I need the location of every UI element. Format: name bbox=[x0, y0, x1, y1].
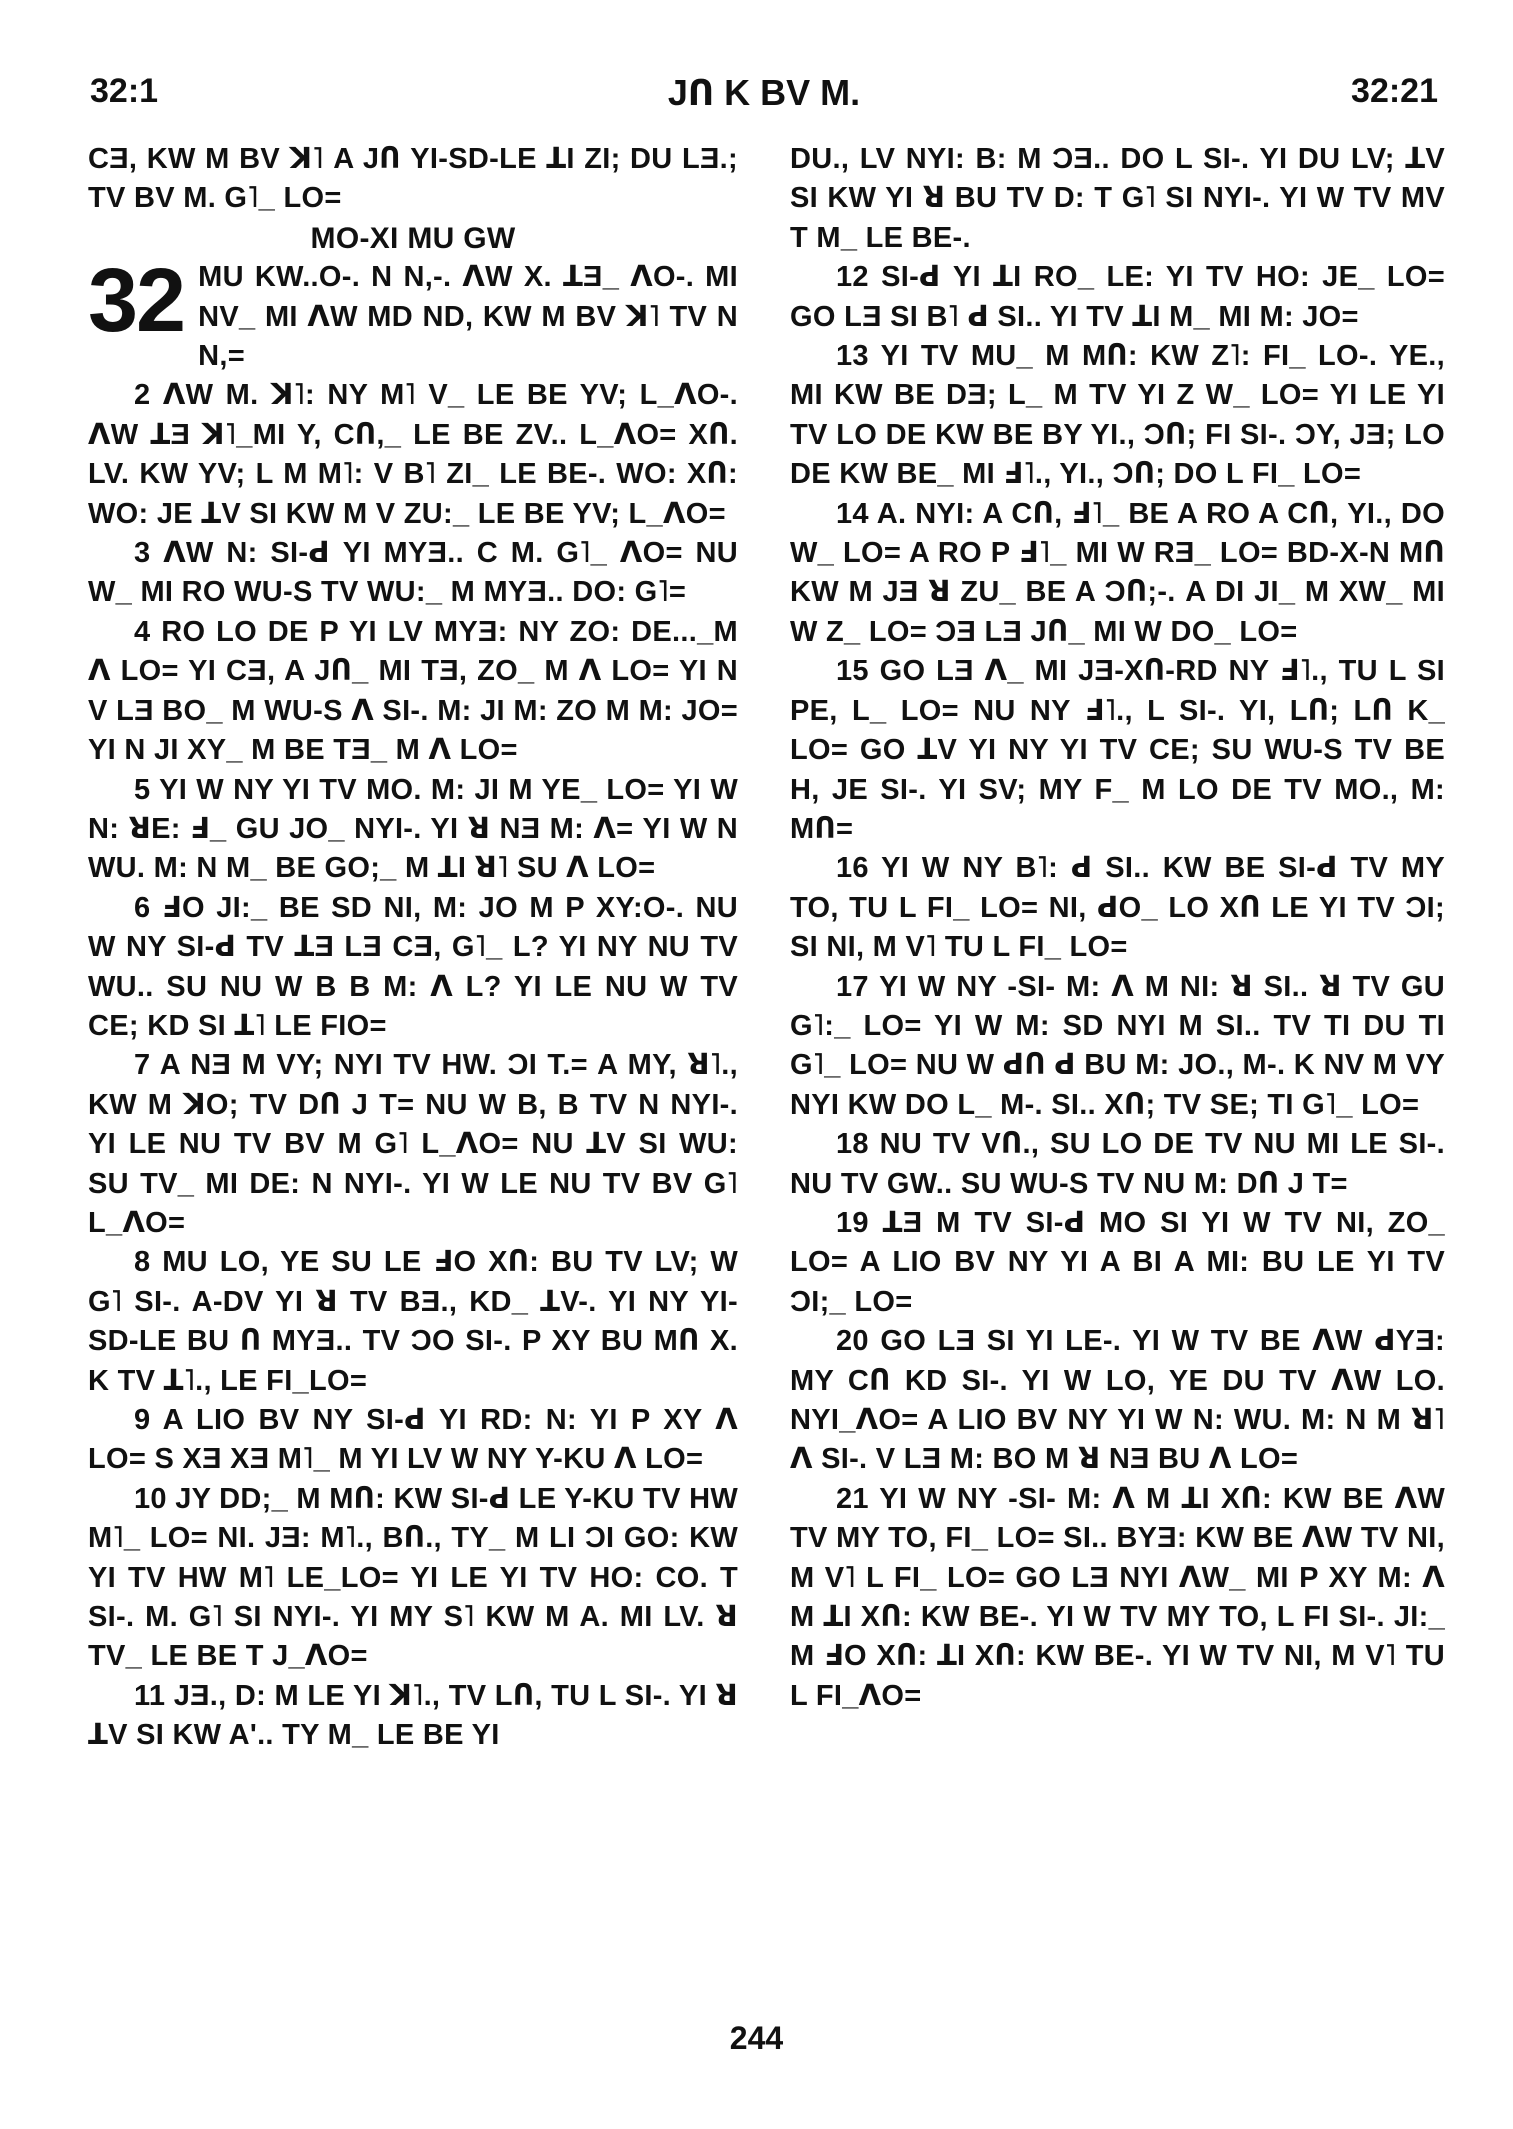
verse-paragraph bbox=[88, 1480, 738, 1677]
verse-paragraph bbox=[790, 1125, 1445, 1204]
verse-paragraph bbox=[88, 613, 738, 771]
verse-number: 20 bbox=[836, 1325, 881, 1358]
verse-text: YI W NY YI TV MO. M: JI M YE_ LO= YI W N: ꓤE: Ⅎ_ GU JO_ NYI-. YI ꓤ NƎ M: ꓥ= YI W N WU. M: N M_ BE GO;_ M ꓕI ꓤ˥ SU ꓥ LO= bbox=[88, 773, 738, 885]
previous-chapter-ending: CƎ, KW M BV ꓘ˥ A JՈ YI-SD-LE ꓕI ZI; DU LƎ.; TV BV M. G˥_ LO= bbox=[88, 143, 738, 215]
verse-text: JY DD;_ M MՈ: KW SI-ꓒ LE Y-KU TV HW M˥_ LO= NI. JƎ: M˥., BՈ., TY_ M LI ƆI GO: KW YI TV HW M˥ LE_LO= YI LE YI TV HO: CO. T SI-. M. G˥ SI NYI-. YI MY S˥ KW M A. MI LV. ꓤ TV_ LE BE T J_ꓥO= bbox=[88, 1482, 738, 1673]
verse-paragraph bbox=[790, 1204, 1445, 1322]
verse-text: NU TV VՈ., SU LO DE TV NU MI LE SI-. NU TV GW.. SU WU-S TV NU M: DՈ J T= bbox=[790, 1128, 1445, 1200]
verse-number: 5 bbox=[134, 773, 160, 806]
chapter-opening bbox=[88, 251, 738, 376]
running-header bbox=[90, 72, 1438, 118]
verse-text: JƎ., D: M LE YI ꓘ˥., TV LՈ, TU L SI-. YI ꓤ ꓕV SI KW A'.. TY M_ LE BE YI bbox=[88, 1679, 738, 1752]
verse-text: YI W NY -SI- M: ꓥ M NI: ꓤ SI.. ꓤ TV GU G˥:_ LO= YI W M: SD NYI M SI.. TV TI DU TI G˥_ LO= NU W ꓒՈ ꓒ BU M: JO., M-. K NV M VY NYI KW DO L_ M-. SI.. XՈ; TV SE; TI G˥_ LO= bbox=[790, 970, 1445, 1121]
verse-text: A LIO BV NY SI-ꓒ YI RD: N: YI P XY ꓥ LO= S XƎ XƎ M˥_ M YI LV W NY Y-KU ꓥ LO= bbox=[88, 1404, 739, 1476]
verse-number: 19 bbox=[836, 1206, 883, 1239]
verse-paragraph bbox=[88, 534, 738, 613]
verse-text: RO LO DE P YI LV MYƎ: NY ZO: DE..._M ꓥ LO= YI CƎ, A JՈ_ MI TƎ, ZO_ M ꓥ LO= YI N V LƎ BO_ M WU-S ꓥ SI-. M: JI M: ZO M M: JO= YI N JI XY_ M BE TƎ_ M ꓥ LO= bbox=[88, 615, 738, 767]
section-heading: MO-XI MU GW bbox=[310, 221, 516, 255]
verse-number: 14 bbox=[836, 497, 877, 530]
page-number: 244 bbox=[729, 2020, 784, 2056]
verse-paragraph bbox=[790, 1480, 1445, 1716]
verse-paragraph bbox=[88, 1401, 738, 1480]
verse-text: SI-ꓒ YI ꓕI RO_ LE: YI TV HO: JE_ LO= GO LƎ SI B˥ ꓒ SI.. YI TV ꓕI M_ MI M: JO= bbox=[790, 261, 1446, 333]
verse-number: 13 bbox=[836, 340, 881, 373]
verse-text: GO LƎ SI YI LE-. YI W TV BE ꓥW ꓒYƎ: MY CՈ KD SI-. YI W LO, YE DU TV ꓥW LO. NYI_ꓥO= A LIO BV NY YI W N: WU. M: N M ꓤ˥ ꓥ SI-. V LƎ M: BO M ꓤ NƎ BU ꓥ LO= bbox=[790, 1325, 1446, 1476]
verse-number: 21 bbox=[836, 1482, 880, 1515]
verse-1: MU KW..O-. N N,-. ꓥW X. ꓕƎ_ ꓥO-. MI NV_ MI ꓥW MD ND, KW M BV ꓘ˥ TV N N,= bbox=[198, 261, 738, 373]
verse-text: MU LO, YE SU LE ℲO XՈ: BU TV LV; W G˥ SI-. A-DV YI ꓤ TV BƎ., KD_ ꓕV-. YI NY YI-SD-LE BU Ո MYƎ.. TV ƆO SI-. P XY BU MՈ X. K TV ꓕ˥., LE FI_LO= bbox=[88, 1246, 738, 1397]
verse-paragraph bbox=[790, 652, 1445, 849]
chapter-number: 32 bbox=[88, 251, 185, 352]
verse-number: 4 bbox=[134, 615, 162, 648]
left-verse-list bbox=[88, 376, 738, 1755]
verse-number: 8 bbox=[134, 1246, 163, 1279]
book-title: JՈ K BV M. bbox=[667, 72, 861, 113]
verse-number: 11 bbox=[134, 1679, 174, 1712]
verse-text: ꓕƎ M TV SI-ꓒ MO SI YI W TV NI, ZO_ LO= A LIO BV NY YI A BI A MI: BU LE YI TV ƆI;_ LO= bbox=[790, 1206, 1445, 1318]
verse-paragraph bbox=[790, 337, 1445, 495]
verse-number: 17 bbox=[836, 970, 880, 1003]
verse-paragraph bbox=[790, 968, 1445, 1126]
header-left-reference: 32:1 bbox=[90, 72, 159, 110]
verse-number: 15 bbox=[836, 655, 880, 688]
verse-text: A. NYI: A CՈ, Ⅎ˥_ BE A RO A CՈ, YI., DO W_ LO= A RO P Ⅎ˥_ MI W RƎ_ LO= BD-X-N MՈ KW M JƎ ꓤ ZU_ BE A ƆՈ;-. A DI JI_ M XW_ MI W Z_ LO= ƆƎ LƎ JՈ_ MI W DO_ LO= bbox=[790, 497, 1445, 648]
verse-text: YI TV MU_ M MՈ: KW Z˥: FI_ LO-. YE., MI KW BE DƎ; L_ M TV YI Z W_ LO= YI LE YI TV LO DE KW BE BY YI., ƆՈ; FI SI-. ƆY, JƎ; LO DE KW BE_ MI Ⅎ˥., YI., ƆՈ; DO L FI_ LO= bbox=[790, 340, 1445, 491]
verse-text: GO LƎ ꓥ_ MI JƎ-XՈ-RD NY Ⅎ˥., TU L SI PE, L_ LO= NU NY Ⅎ˥., L SI-. YI, LՈ; LՈ K_ LO= GO ꓕV YI NY YI TV CE; SU WU-S TV BE H, JE SI-. YI SV; MY F_ M LO DE TV MO., M: MՈ= bbox=[790, 655, 1445, 845]
verse-paragraph bbox=[88, 1243, 738, 1401]
verse-paragraph bbox=[790, 849, 1445, 967]
verse-number: 7 bbox=[134, 1049, 160, 1082]
verse-paragraph bbox=[790, 495, 1445, 653]
right-verse-list bbox=[790, 258, 1445, 1716]
verse-text: ℲO JI:_ BE SD NI, M: JO M P XY:O-. NU W NY SI-ꓒ TV ꓕƎ LƎ CƎ, G˥_ L? YI NY NU TV WU.. SU NU W B B M: ꓥ L? YI LE NU W TV CE; KD SI ꓕ˥ LE FIO= bbox=[88, 891, 738, 1042]
verse-text: YI W NY -SI- M: ꓥ M ꓕI XՈ: KW BE ꓥW TV MY TO, FI_ LO= SI.. BYƎ: KW BE ꓥW TV NI, M V˥ L FI_ LO= GO LƎ NYI ꓥW_ MI P XY M: ꓥ M ꓕI XՈ: KW BE-. YI W TV MY TO, L FI SI-. JI:_ M ℲO XՈ: ꓕI XՈ: KW BE-. YI W TV NI, M V˥ TU L FI_ꓥO= bbox=[790, 1482, 1445, 1712]
verse-paragraph bbox=[88, 1677, 738, 1756]
verse-paragraph bbox=[88, 376, 738, 534]
verse-number: 12 bbox=[836, 261, 882, 294]
right-column bbox=[790, 140, 1445, 1716]
verse-paragraph bbox=[790, 1322, 1445, 1480]
verse-text: ꓥW M. ꓘ˥: NY M˥ V_ LE BE YV; L_ꓥO-. ꓥW ꓕƎ ꓘ˥_MI Y, CՈ,_ LE BE ZV.. L_ꓥO= XՈ. LV. KW YV; L M M˥: V B˥ ZI_ LE BE-. WO: XՈ: WO: JE ꓕV SI KW M V ZU:_ LE BE YV; L_ꓥO= bbox=[88, 379, 738, 530]
verse-number: 10 bbox=[134, 1482, 176, 1515]
verse-paragraph bbox=[790, 258, 1445, 337]
verse-paragraph bbox=[88, 1046, 738, 1243]
verse-paragraph bbox=[88, 889, 738, 1047]
header-right-reference: 32:21 bbox=[1351, 72, 1438, 110]
verse-11-continued: DU., LV NYI: B: M ƆƎ.. DO L SI-. YI DU LV; ꓕV SI KW YI ꓤ BU TV D: T G˥ SI NYI-. YI W TV MV T M_ LE BE-. bbox=[790, 143, 1445, 254]
verse-number: 9 bbox=[134, 1404, 163, 1436]
verse-number: 18 bbox=[836, 1128, 880, 1161]
verse-number: 6 bbox=[134, 891, 162, 924]
verse-number: 3 bbox=[134, 537, 164, 570]
verse-paragraph bbox=[88, 771, 738, 889]
verse-text: A NƎ M VY; NYI TV HW. ƆI T.= A MY, ꓤ˥., KW M ꓘO; TV DՈ J T= NU W B, B TV N NYI-. YI LE NU TV BV M G˥ L_ꓥO= NU ꓕV SI WU: SU TV_ MI DE: N NYI-. YI W LE NU TV BV G˥ L_ꓥO= bbox=[88, 1049, 738, 1239]
verse-text: ꓥW N: SI-ꓒ YI MYƎ.. C M. G˥_ ꓥO= NU W_ MI RO WU-S TV WU:_ M MYƎ.. DO: G˥= bbox=[88, 537, 738, 609]
left-column bbox=[88, 140, 738, 1756]
verse-number: 2 bbox=[134, 379, 163, 412]
verse-text: YI W NY B˥: ꓒ SI.. KW BE SI-ꓒ TV MY TO, TU L FI_ LO= NI, ꓒO_ LO XՈ LE YI TV ƆI; SI NI, M V˥ TU L FI_ LO= bbox=[790, 852, 1445, 964]
verse-number: 16 bbox=[836, 852, 882, 885]
